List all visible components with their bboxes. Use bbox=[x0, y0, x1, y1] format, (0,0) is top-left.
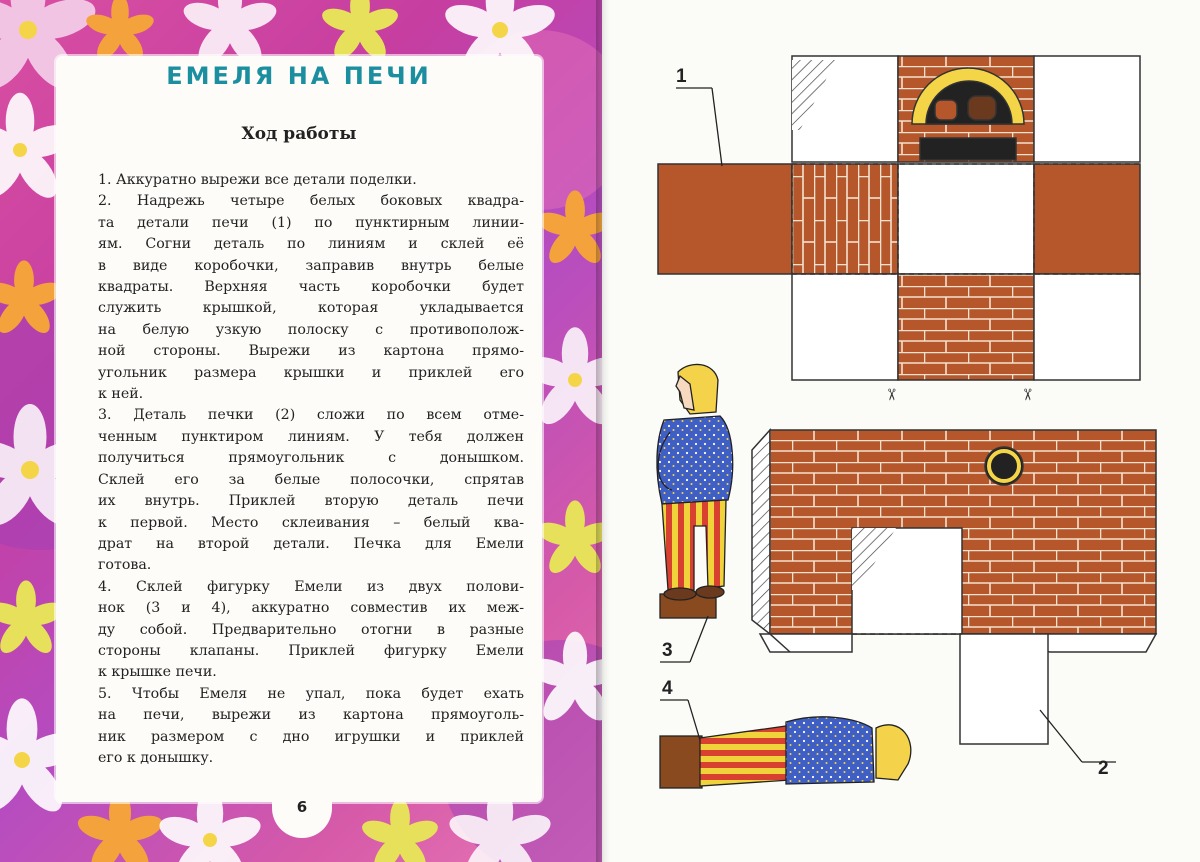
instruction-line: на белую узкую полоску с противополож- bbox=[98, 321, 524, 338]
instruction-line: к первой. Место склеивания – белый ква- bbox=[98, 514, 524, 531]
instruction-line: в виде коробочки, заправив внутрь белые bbox=[98, 257, 524, 274]
oven-part-1 bbox=[658, 56, 1140, 380]
page-title: ЕМЕЛЯ НА ПЕЧИ bbox=[166, 62, 432, 90]
page-number: 6 bbox=[296, 798, 308, 816]
emelya-figure-part-4 bbox=[660, 717, 911, 788]
oven-part-2 bbox=[752, 430, 1156, 744]
instruction-line: 1. Аккуратно вырежи все детали поделки. bbox=[98, 172, 417, 188]
instruction-line: ду собой. Предварительно отогни в разные bbox=[98, 621, 524, 638]
instruction-line: его к донышку. bbox=[98, 749, 214, 766]
instruction-line: 2. Надрежь четыре белых боковых квадра- bbox=[98, 193, 524, 210]
craft-template-figure bbox=[602, 0, 1200, 862]
instructions-text bbox=[98, 170, 524, 769]
scissors-icon: ✂ bbox=[1018, 388, 1037, 402]
label-part-2: 2 bbox=[1098, 758, 1109, 779]
label-part-4: 4 bbox=[662, 678, 673, 699]
emelya-figure-part-3 bbox=[657, 364, 733, 618]
instruction-line: та детали печи (1) по пунктирным линии- bbox=[98, 214, 524, 231]
instruction-line: их внутрь. Приклей вторую деталь печи bbox=[98, 493, 524, 510]
instruction-line: на печи, вырежи из картона прямоуголь- bbox=[98, 707, 524, 724]
instruction-line: ник размером с дно игрушки и приклей bbox=[98, 728, 524, 745]
instruction-line: 4. Склей фигурку Емели из двух полови- bbox=[98, 578, 524, 595]
instruction-line: к крышке печи. bbox=[98, 664, 217, 681]
instruction-line: квадраты. Верхняя часть коробочки будет bbox=[98, 279, 524, 296]
instruction-line: к ней. bbox=[98, 386, 144, 403]
label-part-1: 1 bbox=[676, 66, 687, 87]
instruction-line: 3. Деталь печки (2) сложи по всем отме- bbox=[98, 407, 524, 424]
instruction-line: получиться прямоугольник с донышком. bbox=[98, 450, 524, 467]
instruction-line: 5. Чтобы Емеля не упал, пока будет ехать bbox=[98, 685, 524, 702]
instruction-line: ной стороны. Вырежи из картона прямо- bbox=[98, 343, 524, 360]
book-gutter bbox=[596, 0, 610, 862]
instruction-line: угольник размера крышки и приклей его bbox=[98, 364, 524, 381]
instruction-line: стороны клапаны. Приклей фигурку Емели bbox=[98, 642, 524, 659]
instruction-line: Склей его за белые полосочки, спрятав bbox=[98, 471, 524, 488]
instruction-line: ченным пунктиром линиям. У тебя должен bbox=[98, 428, 524, 445]
scissors-icon bbox=[882, 388, 1037, 401]
instruction-line: ям. Согни деталь по линиям и склей её bbox=[98, 236, 524, 253]
instruction-line: служить крышкой, которая укладывается bbox=[98, 300, 524, 317]
instruction-line: драт на второй детали. Печка для Емели bbox=[98, 535, 524, 552]
section-subtitle: Ход работы bbox=[241, 124, 357, 144]
instruction-line: нок (3 и 4), аккуратно совместив их меж- bbox=[98, 600, 524, 617]
instruction-line: готова. bbox=[98, 557, 152, 574]
label-part-3: 3 bbox=[662, 640, 673, 661]
scissors-icon: ✂ bbox=[882, 388, 901, 402]
